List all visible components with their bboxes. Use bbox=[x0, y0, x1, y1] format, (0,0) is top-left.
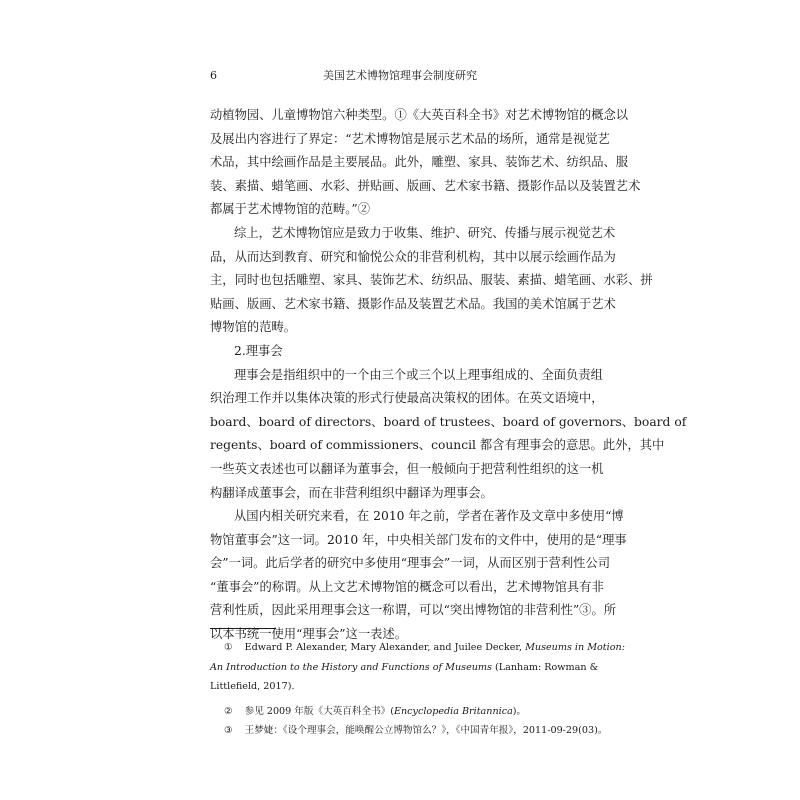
paragraph-line: 理事会是指组织中的一个由三个或三个以上理事组成的、全面负责组 bbox=[234, 367, 603, 382]
paragraph-line: 动植物园、儿童博物馆六种类型。①《大英百科全书》对艺术博物馆的概念以 bbox=[210, 108, 629, 122]
page-number: 6 bbox=[210, 69, 217, 82]
paragraph-line: 都属于艺术博物馆的范畴。”② bbox=[210, 202, 370, 217]
footnote-mark: ② bbox=[224, 705, 233, 717]
paragraph-line: 博物馆的范畴。 bbox=[210, 320, 297, 335]
footnotes bbox=[210, 638, 625, 741]
page-header bbox=[210, 68, 590, 84]
footnote-mark: ③ bbox=[224, 725, 233, 736]
footnote-rule bbox=[210, 628, 276, 629]
footnote-2: ② 参见 2009 年版《大英百科全书》(Encyclopedia Britannica)。 bbox=[224, 705, 527, 717]
paragraph-line: 构翻译成董事会，而在非营利组织中翻译为理事会。 bbox=[210, 485, 493, 500]
paragraph-line: 营利性质，因此采用理事会这一称谓，可以“突出博物馆的非营利性”③。所 bbox=[210, 603, 617, 618]
paragraph-line: 贴画、版画、艺术家书籍、摄影作品及装置艺术品。我国的美术馆属于艺术 bbox=[210, 296, 616, 311]
footnote-1-line: An Introduction to the History and Functions of Museums (Lanham: Rowman & bbox=[210, 661, 599, 673]
paragraph-line: 主，同时也包括雕塑、家具、装饰艺术、纺织品、服装、素描、蜡笔画、水彩、拼 bbox=[210, 273, 653, 288]
paragraph-line: 装、素描、蜡笔画、水彩、拼贴画、版画、艺术家书籍、摄影作品以及装置艺术 bbox=[210, 178, 641, 193]
body-text bbox=[210, 104, 687, 647]
paragraph-line: “董事会”的称谓。从上文艺术博物馆的概念可以看出，艺术博物馆具有非 bbox=[210, 579, 604, 594]
running-title: 美国艺术博物馆理事会制度研究 bbox=[323, 69, 477, 82]
paragraph-line: regents、board of commissioners、council 都含有理事会的意思。此外，其中 bbox=[210, 438, 665, 453]
footnote-mark: ① bbox=[224, 642, 233, 653]
paragraph-line: 从国内相关研究来看，在 2010 年之前，学者在著作及文章中多使用“博 bbox=[234, 509, 624, 524]
footnote-1-line: ① Edward P. Alexander, Mary Alexander, and Juilee Decker, Museums in Motion: bbox=[224, 642, 625, 653]
paragraph-line: 术品，其中绘画作品是主要展品。此外，雕塑、家具、装饰艺术、纺织品、服 bbox=[210, 155, 629, 170]
paragraph-line: 一些英文表述也可以翻译为董事会，但一般倾向于把营利性组织的这一机 bbox=[210, 461, 604, 476]
paragraph-line: 物馆董事会”这一词。2010 年，中央相关部门发布的文件中，使用的是“理事 bbox=[210, 532, 627, 547]
paragraph-line: 综上，艺术博物馆应是致力于收集、维护、研究、传播与展示视觉艺术 bbox=[234, 225, 616, 240]
footnote-1-line: Littlefield, 2017). bbox=[210, 681, 295, 692]
paragraph-line: 品，从而达到教育、研究和愉悦公众的非营利机构，其中以展示绘画作品为 bbox=[210, 249, 616, 264]
footnote-3: ③ 王梦婕：《设个理事会，能唤醒公立博物馆么？》，《中国青年报》，2011-09-29(03)。 bbox=[224, 725, 608, 736]
section-heading: 2.理事会 bbox=[234, 343, 283, 358]
paragraph-line: 以本书统一使用“理事会”这一表述。 bbox=[210, 627, 408, 642]
paragraph-line: 及展出内容进行了界定：“艺术博物馆是展示艺术品的场所，通常是视觉艺 bbox=[210, 131, 610, 146]
paragraph-line: 会”一词。此后学者的研究中多使用“理事会”一词，从而区别于营利性公司 bbox=[210, 556, 611, 571]
paragraph-line: 织治理工作并以集体决策的形式行使最高决策权的团体。在英文语境中， bbox=[210, 391, 604, 406]
paragraph-line: board、board of directors、board of trustees、board of governors、board of bbox=[210, 414, 687, 429]
